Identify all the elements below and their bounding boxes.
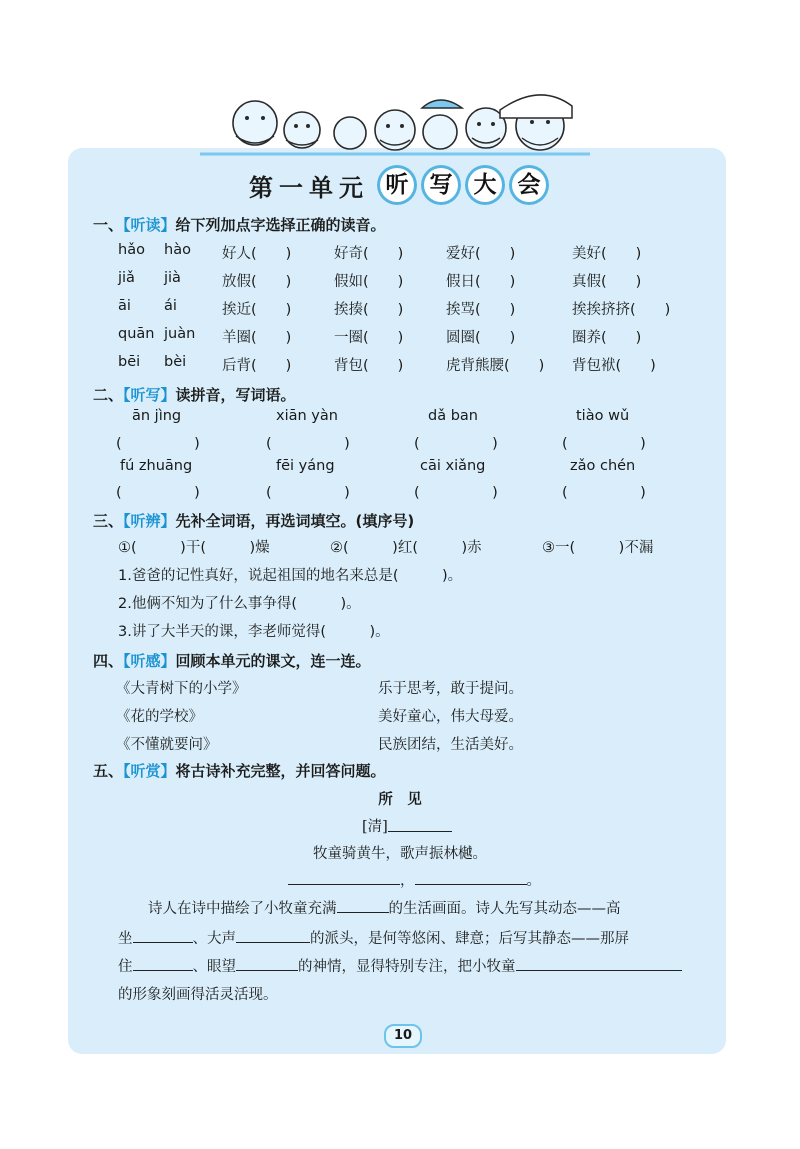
answer-blank[interactable]: 挨挨挤挤( ) bbox=[572, 302, 671, 318]
poem-line-1: 牧童骑黄牛，歌声振林樾。 bbox=[313, 846, 487, 862]
poem-blank[interactable] bbox=[415, 868, 527, 885]
page-number: 10 bbox=[384, 1024, 422, 1048]
analysis-blank[interactable] bbox=[516, 954, 682, 971]
answer-blank[interactable]: 挨揍( ) bbox=[334, 302, 404, 318]
answer-blank[interactable]: 美好( ) bbox=[572, 246, 642, 262]
analysis-line-2: 坐 、大声 的派头，是何等悠闲、肆意；后写其静态——那屏 bbox=[118, 926, 629, 948]
answer-blank[interactable]: 放假( ) bbox=[222, 274, 292, 290]
answer-blank[interactable]: 圈养( ) bbox=[572, 330, 642, 346]
answer-blank[interactable]: 好奇( ) bbox=[334, 246, 404, 262]
analysis-line-3: 住 、眼望 的神情，显得特别专注，把小牧童 bbox=[118, 954, 682, 976]
fill-word[interactable]: ②( )红( )赤 bbox=[330, 540, 482, 556]
title-bubble: 大 bbox=[465, 165, 505, 205]
analysis-blank[interactable] bbox=[337, 896, 389, 913]
poem-blank[interactable] bbox=[288, 868, 400, 885]
match-right-item[interactable]: 乐于思考，敢于提问。 bbox=[378, 681, 523, 697]
analysis-blank[interactable] bbox=[236, 954, 298, 971]
kids-header-illustration bbox=[200, 88, 590, 158]
match-left-item[interactable]: 《不懂就要问》 bbox=[116, 737, 218, 753]
answer-blank[interactable]: 羊圈( ) bbox=[222, 330, 292, 346]
answer-blank[interactable]: ( ) bbox=[414, 436, 498, 452]
answer-blank[interactable]: 假日( ) bbox=[446, 274, 516, 290]
question-line[interactable]: 2.他俩不知为了什么事争得( )。 bbox=[118, 596, 361, 612]
section-2-heading: 二、【听写】读拼音，写词语。 bbox=[93, 386, 296, 404]
fill-word[interactable]: ③一( )不漏 bbox=[542, 540, 654, 556]
section-4-heading: 四、【听感】回顾本单元的课文，连一连。 bbox=[93, 652, 371, 670]
title-bubble: 听 bbox=[377, 165, 417, 205]
answer-blank[interactable]: 挨骂( ) bbox=[446, 302, 516, 318]
analysis-blank[interactable] bbox=[133, 954, 193, 971]
answer-blank[interactable]: ( ) bbox=[562, 485, 646, 501]
page-title bbox=[0, 165, 800, 205]
answer-blank[interactable]: 挨近( ) bbox=[222, 302, 292, 318]
answer-blank[interactable]: ( ) bbox=[266, 436, 350, 452]
answer-blank[interactable]: 圆圈( ) bbox=[446, 330, 516, 346]
poem-author-line: [清] bbox=[362, 815, 388, 836]
answer-blank[interactable]: 爱好( ) bbox=[446, 246, 516, 262]
answer-blank[interactable]: 假如( ) bbox=[334, 274, 404, 290]
answer-blank[interactable]: 真假( ) bbox=[572, 274, 642, 290]
answer-blank[interactable]: 背包( ) bbox=[334, 358, 404, 374]
answer-blank[interactable]: ( ) bbox=[414, 485, 498, 501]
match-left-item[interactable]: 《大青树下的小学》 bbox=[116, 681, 247, 697]
answer-blank[interactable]: 背包袱( ) bbox=[572, 358, 656, 374]
match-right-item[interactable]: 美好童心，伟大母爱。 bbox=[378, 709, 523, 725]
match-left-item[interactable]: 《花的学校》 bbox=[116, 709, 203, 725]
analysis-line-4: 的形象刻画得活灵活现。 bbox=[118, 987, 278, 1003]
answer-blank[interactable]: ( ) bbox=[562, 436, 646, 452]
answer-blank[interactable]: 虎背熊腰( ) bbox=[446, 358, 545, 374]
answer-blank[interactable]: 好人( ) bbox=[222, 246, 292, 262]
question-line[interactable]: 1.爸爸的记性真好，说起祖国的地名来总是( )。 bbox=[118, 568, 463, 584]
poem-title: 所 见 bbox=[378, 791, 422, 808]
answer-blank[interactable]: ( ) bbox=[266, 485, 350, 501]
fill-word[interactable]: ①( )干( )燥 bbox=[118, 540, 270, 556]
answer-blank[interactable]: 后背( ) bbox=[222, 358, 292, 374]
analysis-blank[interactable] bbox=[133, 926, 193, 943]
answer-blank[interactable]: 一圈( ) bbox=[334, 330, 404, 346]
section-3-heading: 三、【听辨】先补全词语，再选词填空。(填序号) bbox=[93, 512, 415, 530]
poem-line-2: ， 。 bbox=[288, 868, 541, 890]
section-1-heading: 一、【听读】给下列加点字选择正确的读音。 bbox=[93, 216, 386, 234]
analysis-blank[interactable] bbox=[236, 926, 310, 943]
section-5-heading: 五、【听赏】将古诗补充完整，并回答问题。 bbox=[93, 762, 386, 780]
question-line[interactable]: 3.讲了大半天的课，李老师觉得( )。 bbox=[118, 624, 390, 640]
analysis-line-1: 诗人在诗中描绘了小牧童充满 的生活画面。诗人先写其动态——高 bbox=[148, 896, 621, 918]
match-right-item[interactable]: 民族团结，生活美好。 bbox=[378, 737, 523, 753]
title-unit: 第一单元 bbox=[249, 172, 369, 202]
answer-blank[interactable]: ( ) bbox=[116, 436, 200, 452]
answer-blank[interactable]: ( ) bbox=[116, 485, 200, 501]
title-bubble: 会 bbox=[509, 165, 549, 205]
author-blank[interactable] bbox=[388, 815, 452, 832]
title-bubble: 写 bbox=[421, 165, 461, 205]
